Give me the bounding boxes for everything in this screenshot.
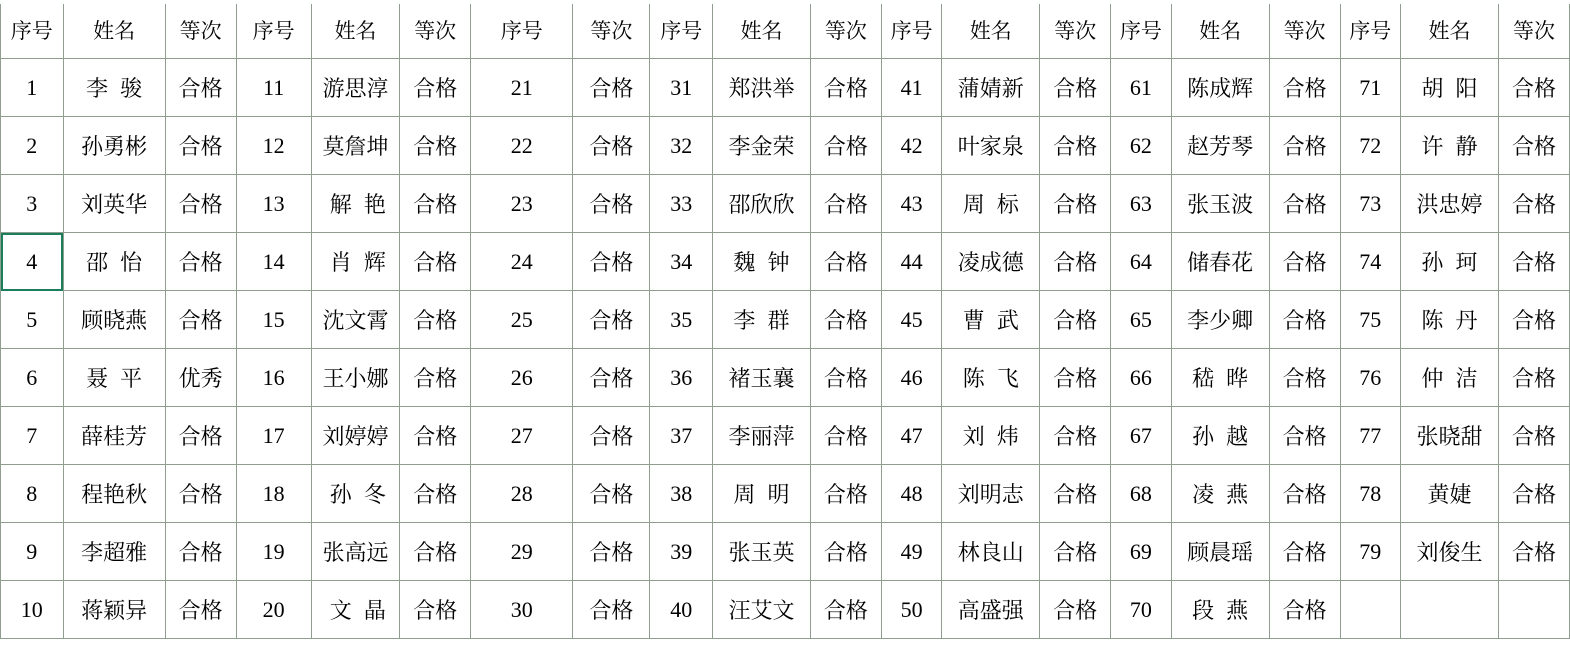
cell-grade[interactable]: 合格: [1040, 349, 1111, 407]
cell-no[interactable]: 20: [236, 581, 311, 639]
cell-name[interactable]: 仲洁: [1400, 349, 1498, 407]
column-header-grade: 等次: [165, 1, 236, 59]
table-row: [1, 465, 1570, 523]
cell-grade[interactable]: 合格: [1040, 233, 1111, 291]
cell-no[interactable]: 10: [1, 581, 64, 639]
cell-no[interactable]: 76: [1340, 349, 1400, 407]
cell-no[interactable]: 64: [1111, 233, 1171, 291]
cell-name[interactable]: 嵇晔: [1171, 349, 1269, 407]
cell-no[interactable]: 16: [236, 349, 311, 407]
cell-grade[interactable]: 合格: [1269, 581, 1340, 639]
cell-grade[interactable]: 合格: [1498, 117, 1569, 175]
cell-name[interactable]: 莫詹坤: [311, 117, 400, 175]
cell-grade[interactable]: 合格: [400, 233, 471, 291]
cell-no[interactable]: 33: [650, 175, 713, 233]
cell-no[interactable]: 6: [1, 349, 64, 407]
cell-no[interactable]: 39: [650, 523, 713, 581]
table-row: [1, 175, 1570, 233]
cell-no[interactable]: 40: [650, 581, 713, 639]
empty-cell[interactable]: [1498, 581, 1569, 639]
cell-no[interactable]: 37: [650, 407, 713, 465]
cell-grade[interactable]: 优秀: [165, 349, 236, 407]
cell-grade[interactable]: 合格: [1269, 523, 1340, 581]
cell-grade[interactable]: 合格: [400, 175, 471, 233]
cell-grade[interactable]: 合格: [1269, 349, 1340, 407]
cell-grade[interactable]: 合格: [1269, 59, 1340, 117]
cell-grade[interactable]: 合格: [1040, 291, 1111, 349]
cell-name[interactable]: 沈文霄: [311, 291, 400, 349]
cell-name[interactable]: 王小娜: [311, 349, 400, 407]
cell-name[interactable]: 周标: [942, 175, 1040, 233]
cell-no[interactable]: 27: [471, 407, 573, 465]
cell-name[interactable]: 汪艾文: [712, 581, 810, 639]
column-header-grade: 等次: [573, 1, 650, 59]
cell-no[interactable]: 41: [881, 59, 941, 117]
table-row: [1, 291, 1570, 349]
top-edge-strip: [0, 0, 1570, 4]
table-row: [1, 59, 1570, 117]
cell-grade[interactable]: 合格: [1269, 175, 1340, 233]
cell-grade[interactable]: 合格: [1040, 175, 1111, 233]
cell-grade[interactable]: 合格: [1498, 233, 1569, 291]
cell-no[interactable]: 47: [881, 407, 941, 465]
cell-name[interactable]: 凌成德: [942, 233, 1040, 291]
column-header-no: 序号: [881, 1, 941, 59]
cell-name[interactable]: 张玉波: [1171, 175, 1269, 233]
cell-name[interactable]: 叶家泉: [942, 117, 1040, 175]
cell-name[interactable]: 孙冬: [311, 465, 400, 523]
cell-name[interactable]: 刘婷婷: [311, 407, 400, 465]
cell-name[interactable]: 文晶: [311, 581, 400, 639]
cell-no[interactable]: 38: [650, 465, 713, 523]
cell-name[interactable]: 高盛强: [942, 581, 1040, 639]
cell-no[interactable]: 3: [1, 175, 64, 233]
cell-no[interactable]: 67: [1111, 407, 1171, 465]
cell-grade[interactable]: 合格: [400, 117, 471, 175]
cell-grade[interactable]: 合格: [400, 465, 471, 523]
cell-name[interactable]: 蒋颖异: [63, 581, 165, 639]
cell-no[interactable]: 32: [650, 117, 713, 175]
cell-no[interactable]: 31: [650, 59, 713, 117]
cell-no[interactable]: 28: [471, 465, 573, 523]
cell-no[interactable]: 8: [1, 465, 64, 523]
cell-no[interactable]: 1: [1, 59, 64, 117]
cell-no[interactable]: 11: [236, 59, 311, 117]
cell-name[interactable]: 陈丹: [1400, 291, 1498, 349]
cell-no[interactable]: 4: [1, 233, 64, 291]
cell-grade[interactable]: 合格: [573, 117, 650, 175]
cell-name[interactable]: 肖辉: [311, 233, 400, 291]
cell-name[interactable]: 解艳: [311, 175, 400, 233]
cell-grade[interactable]: 合格: [165, 291, 236, 349]
cell-grade[interactable]: 合格: [573, 523, 650, 581]
cell-grade[interactable]: 合格: [810, 291, 881, 349]
table-row: [1, 233, 1570, 291]
cell-grade[interactable]: 合格: [810, 117, 881, 175]
cell-name[interactable]: 洪忠婷: [1400, 175, 1498, 233]
cell-grade[interactable]: 合格: [165, 523, 236, 581]
cell-grade[interactable]: 合格: [573, 407, 650, 465]
cell-grade[interactable]: 合格: [1269, 291, 1340, 349]
cell-grade[interactable]: 合格: [810, 407, 881, 465]
cell-no[interactable]: 43: [881, 175, 941, 233]
cell-name[interactable]: 李金荣: [712, 117, 810, 175]
cell-grade[interactable]: 合格: [400, 59, 471, 117]
table-row: [1, 407, 1570, 465]
cell-no[interactable]: 77: [1340, 407, 1400, 465]
column-header-name: 姓名: [311, 1, 400, 59]
cell-name[interactable]: 李骏: [63, 59, 165, 117]
cell-name[interactable]: 李群: [712, 291, 810, 349]
cell-no[interactable]: 15: [236, 291, 311, 349]
cell-no[interactable]: 69: [1111, 523, 1171, 581]
table-header-row: [1, 1, 1570, 59]
cell-grade[interactable]: 合格: [165, 175, 236, 233]
cell-name[interactable]: 孙珂: [1400, 233, 1498, 291]
cell-no[interactable]: 22: [471, 117, 573, 175]
column-header-no: 序号: [650, 1, 713, 59]
cell-grade[interactable]: 合格: [1498, 175, 1569, 233]
cell-name[interactable]: 张玉英: [712, 523, 810, 581]
cell-grade[interactable]: 合格: [573, 233, 650, 291]
table-row: [1, 349, 1570, 407]
cell-grade[interactable]: 合格: [1040, 407, 1111, 465]
cell-name[interactable]: 顾晓燕: [63, 291, 165, 349]
cell-grade[interactable]: 合格: [810, 581, 881, 639]
cell-grade[interactable]: 合格: [810, 233, 881, 291]
cell-grade[interactable]: 合格: [1040, 59, 1111, 117]
cell-no[interactable]: 71: [1340, 59, 1400, 117]
cell-no[interactable]: 21: [471, 59, 573, 117]
cell-no[interactable]: 17: [236, 407, 311, 465]
cell-no[interactable]: 62: [1111, 117, 1171, 175]
cell-grade[interactable]: 合格: [1269, 407, 1340, 465]
cell-grade[interactable]: 合格: [1040, 581, 1111, 639]
cell-grade[interactable]: 合格: [400, 291, 471, 349]
cell-name[interactable]: 邵欣欣: [712, 175, 810, 233]
cell-grade[interactable]: 合格: [165, 581, 236, 639]
cell-name[interactable]: 张晓甜: [1400, 407, 1498, 465]
column-header-no: 序号: [471, 1, 573, 59]
cell-grade[interactable]: 合格: [1498, 291, 1569, 349]
column-header-grade: 等次: [1040, 1, 1111, 59]
column-header-name: 姓名: [942, 1, 1040, 59]
column-header-no: 序号: [236, 1, 311, 59]
column-header-grade: 等次: [810, 1, 881, 59]
cell-name[interactable]: 陈飞: [942, 349, 1040, 407]
cell-name[interactable]: 段燕: [1171, 581, 1269, 639]
cell-name[interactable]: 刘英华: [63, 175, 165, 233]
cell-no[interactable]: 46: [881, 349, 941, 407]
cell-grade[interactable]: 合格: [810, 523, 881, 581]
cell-no[interactable]: 48: [881, 465, 941, 523]
cell-no[interactable]: 14: [236, 233, 311, 291]
cell-grade[interactable]: 合格: [1040, 117, 1111, 175]
cell-no[interactable]: 68: [1111, 465, 1171, 523]
cell-name[interactable]: 孙勇彬: [63, 117, 165, 175]
cell-no[interactable]: 42: [881, 117, 941, 175]
cell-no[interactable]: 30: [471, 581, 573, 639]
cell-name[interactable]: 储春花: [1171, 233, 1269, 291]
table-row: [1, 117, 1570, 175]
cell-name[interactable]: 郑洪举: [712, 59, 810, 117]
cell-grade[interactable]: 合格: [400, 407, 471, 465]
cell-grade[interactable]: 合格: [810, 349, 881, 407]
table-row: [1, 523, 1570, 581]
cell-grade[interactable]: 合格: [573, 291, 650, 349]
cell-no[interactable]: 44: [881, 233, 941, 291]
cell-name[interactable]: 刘俊生: [1400, 523, 1498, 581]
empty-cell[interactable]: [1340, 581, 1400, 639]
cell-grade[interactable]: 合格: [400, 581, 471, 639]
cell-grade[interactable]: 合格: [573, 581, 650, 639]
cell-name[interactable]: 黄婕: [1400, 465, 1498, 523]
cell-name[interactable]: 陈成辉: [1171, 59, 1269, 117]
cell-grade[interactable]: 合格: [1040, 523, 1111, 581]
column-header-no: 序号: [1111, 1, 1171, 59]
cell-name[interactable]: 许静: [1400, 117, 1498, 175]
cell-no[interactable]: 26: [471, 349, 573, 407]
cell-no[interactable]: 75: [1340, 291, 1400, 349]
cell-name[interactable]: 赵芳琴: [1171, 117, 1269, 175]
cell-grade[interactable]: 合格: [810, 59, 881, 117]
column-header-grade: 等次: [400, 1, 471, 59]
cell-name[interactable]: 林良山: [942, 523, 1040, 581]
cell-no[interactable]: 34: [650, 233, 713, 291]
cell-name[interactable]: 李超雅: [63, 523, 165, 581]
cell-no[interactable]: 2: [1, 117, 64, 175]
cell-no[interactable]: 70: [1111, 581, 1171, 639]
cell-no[interactable]: 25: [471, 291, 573, 349]
cell-grade[interactable]: 合格: [573, 175, 650, 233]
cell-name[interactable]: 曹武: [942, 291, 1040, 349]
column-header-name: 姓名: [712, 1, 810, 59]
column-header-no: 序号: [1, 1, 64, 59]
column-header-name: 姓名: [1171, 1, 1269, 59]
cell-grade[interactable]: 合格: [400, 349, 471, 407]
cell-grade[interactable]: 合格: [165, 117, 236, 175]
cell-no[interactable]: 36: [650, 349, 713, 407]
cell-grade[interactable]: 合格: [165, 465, 236, 523]
cell-no[interactable]: 73: [1340, 175, 1400, 233]
column-header-grade: 等次: [1269, 1, 1340, 59]
cell-no[interactable]: 35: [650, 291, 713, 349]
cell-name[interactable]: 李丽萍: [712, 407, 810, 465]
cell-name[interactable]: 程艳秋: [63, 465, 165, 523]
cell-grade[interactable]: 合格: [400, 523, 471, 581]
cell-no[interactable]: 61: [1111, 59, 1171, 117]
cell-no[interactable]: 19: [236, 523, 311, 581]
cell-name[interactable]: 褚玉襄: [712, 349, 810, 407]
cell-name[interactable]: 胡阳: [1400, 59, 1498, 117]
cell-no[interactable]: 13: [236, 175, 311, 233]
cell-name[interactable]: 孙越: [1171, 407, 1269, 465]
cell-name[interactable]: 蒲婧新: [942, 59, 1040, 117]
cell-no[interactable]: 49: [881, 523, 941, 581]
cell-name[interactable]: 游思淳: [311, 59, 400, 117]
cell-grade[interactable]: 合格: [1498, 349, 1569, 407]
cell-no[interactable]: 78: [1340, 465, 1400, 523]
cell-grade[interactable]: 合格: [573, 465, 650, 523]
cell-no[interactable]: 66: [1111, 349, 1171, 407]
cell-name[interactable]: 张高远: [311, 523, 400, 581]
cell-no[interactable]: 74: [1340, 233, 1400, 291]
cell-no[interactable]: 5: [1, 291, 64, 349]
empty-cell[interactable]: [1400, 581, 1498, 639]
cell-name[interactable]: 刘炜: [942, 407, 1040, 465]
cell-name[interactable]: 凌燕: [1171, 465, 1269, 523]
cell-name[interactable]: 周明: [712, 465, 810, 523]
column-header-no: 序号: [1340, 1, 1400, 59]
cell-grade[interactable]: 合格: [165, 233, 236, 291]
cell-grade[interactable]: 合格: [1498, 523, 1569, 581]
column-header-name: 姓名: [63, 1, 165, 59]
cell-no[interactable]: 12: [236, 117, 311, 175]
cell-grade[interactable]: 合格: [573, 349, 650, 407]
cell-grade[interactable]: 合格: [810, 465, 881, 523]
table-row: [1, 581, 1570, 639]
cell-no[interactable]: 65: [1111, 291, 1171, 349]
cell-no[interactable]: 72: [1340, 117, 1400, 175]
cell-no[interactable]: 79: [1340, 523, 1400, 581]
cell-grade[interactable]: 合格: [1269, 465, 1340, 523]
cell-no[interactable]: 7: [1, 407, 64, 465]
cell-name[interactable]: 邵怡: [63, 233, 165, 291]
cell-no[interactable]: 29: [471, 523, 573, 581]
cell-grade[interactable]: 合格: [165, 407, 236, 465]
cell-grade[interactable]: 合格: [573, 59, 650, 117]
cell-no[interactable]: 45: [881, 291, 941, 349]
cell-name[interactable]: 魏钟: [712, 233, 810, 291]
cell-name[interactable]: 李少卿: [1171, 291, 1269, 349]
cell-grade[interactable]: 合格: [810, 175, 881, 233]
cell-grade[interactable]: 合格: [1498, 59, 1569, 117]
cell-grade[interactable]: 合格: [1498, 465, 1569, 523]
cell-name[interactable]: 薛桂芳: [63, 407, 165, 465]
column-header-grade: 等次: [1498, 1, 1569, 59]
column-header-name: 姓名: [1400, 1, 1498, 59]
cell-no[interactable]: 24: [471, 233, 573, 291]
cell-grade[interactable]: 合格: [1498, 407, 1569, 465]
cell-name[interactable]: 刘明志: [942, 465, 1040, 523]
cell-no[interactable]: 63: [1111, 175, 1171, 233]
cell-grade[interactable]: 合格: [1269, 233, 1340, 291]
cell-no[interactable]: 23: [471, 175, 573, 233]
cell-grade[interactable]: 合格: [1269, 117, 1340, 175]
cell-no[interactable]: 9: [1, 523, 64, 581]
cell-no[interactable]: 18: [236, 465, 311, 523]
cell-grade[interactable]: 合格: [165, 59, 236, 117]
cell-no[interactable]: 50: [881, 581, 941, 639]
cell-name[interactable]: 聂平: [63, 349, 165, 407]
cell-name[interactable]: 顾晨瑶: [1171, 523, 1269, 581]
cell-grade[interactable]: 合格: [1040, 465, 1111, 523]
